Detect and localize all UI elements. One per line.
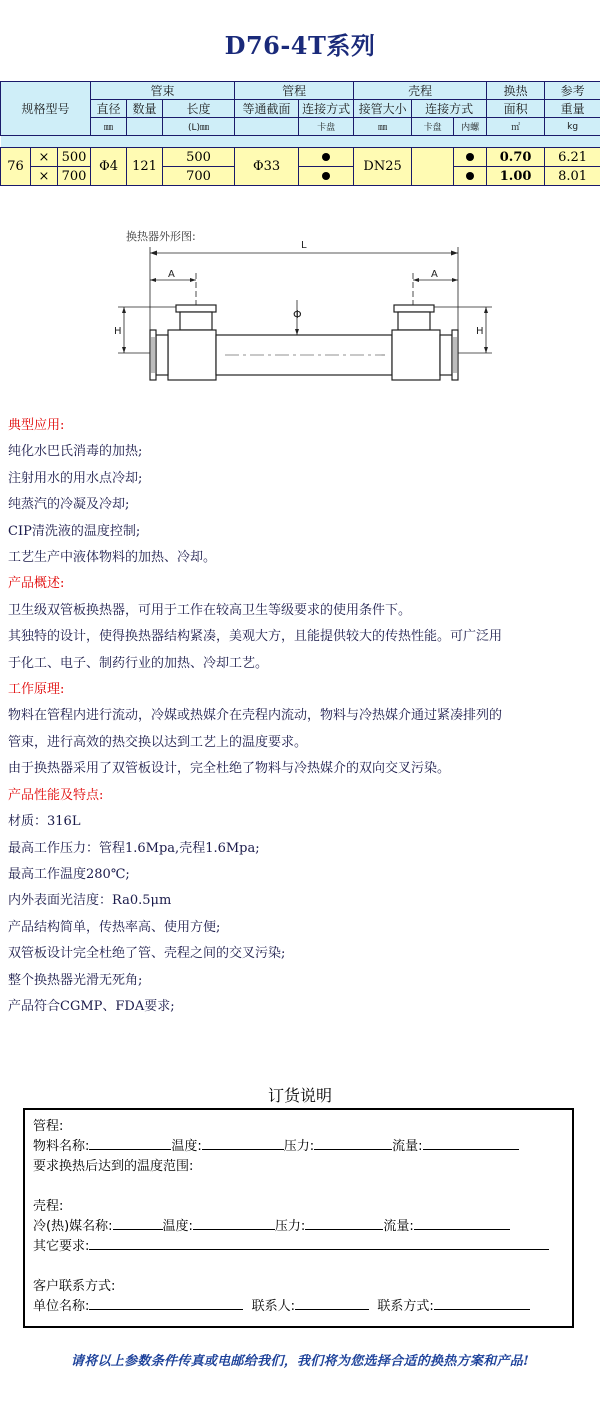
feature-item: 产品结构简单，传热率高、使用方便;	[8, 919, 221, 935]
heading-applications: 典型应用:	[8, 418, 65, 433]
label-H-right: H	[476, 326, 484, 337]
application-item: 注射用水的用水点冷却;	[8, 470, 143, 486]
feature-item: 产品符合CGMP、FDA要求;	[8, 998, 175, 1014]
temperature-label: 温度:	[162, 1219, 193, 1234]
unit-area: ㎡	[487, 118, 545, 136]
heading-principle: 工作原理:	[8, 682, 65, 698]
unit-clamp: 卡盘	[299, 118, 354, 136]
contact-person-label: 联系人:	[251, 1299, 296, 1314]
header-shell-side: 壳程	[354, 82, 487, 100]
unit-pipe: ㎜	[354, 118, 412, 136]
feature-item: 最高工作温度280℃;	[8, 866, 130, 882]
label-H-left: H	[114, 326, 122, 337]
unit-diameter: ㎜	[91, 118, 127, 136]
product-description	[8, 413, 596, 1020]
unit-thread: 内螺	[454, 118, 487, 136]
feature-item: 整个换热器光滑无死角;	[8, 972, 143, 988]
cell-clamp-dot	[299, 148, 354, 167]
other-requirements-field[interactable]	[89, 1238, 549, 1250]
cell-x: ×	[31, 148, 58, 167]
heading-overview: 产品概述:	[8, 576, 65, 592]
cell-area: 0.70	[487, 148, 545, 167]
application-item: 纯蒸汽的冷凝及冷却;	[8, 497, 130, 513]
footer-note: 请将以上参数条件传真或电邮给我们，我们将为您选择合适的换热方案和产品!	[70, 1354, 530, 1369]
header-diameter: 直径	[91, 100, 127, 118]
cell-clamp-dot	[299, 167, 354, 186]
flow-field[interactable]	[423, 1138, 519, 1150]
heading-features: 产品性能及特点:	[8, 787, 104, 803]
label-A-right: A	[431, 269, 438, 280]
material-name-label: 物料名称:	[33, 1139, 90, 1154]
filled-dot-icon	[322, 172, 330, 180]
header-quantity: 数量	[127, 100, 163, 118]
filled-dot-icon	[466, 153, 474, 161]
filled-dot-icon	[322, 153, 330, 161]
table-row	[1, 148, 600, 167]
label-L: L	[301, 240, 307, 251]
unit-clamp-shell: 卡盘	[412, 118, 454, 136]
feature-item: 双管板设计完全杜绝了管、壳程之间的交叉污染;	[8, 946, 286, 962]
diagram-caption: 换热器外形图:	[126, 230, 196, 243]
cell-flow-area: Φ33	[235, 148, 299, 186]
unit-length: (L)㎜	[163, 118, 235, 136]
label-phi: Φ	[293, 308, 302, 321]
contact-method-field[interactable]	[434, 1298, 530, 1310]
overview-line: 其独特的设计，使得换热器结构紧凑，美观大方，且能提供较大的传热性能。可广泛用	[8, 629, 503, 645]
application-item: CIP清洗液的温度控制;	[8, 523, 141, 539]
principle-line: 物料在管程内进行流动，冷媒或热媒介在壳程内流动，物料与冷热媒介通过紧凑排列的	[8, 708, 503, 724]
contact-method-label: 联系方式:	[377, 1299, 434, 1314]
other-requirements-row	[33, 1235, 549, 1254]
company-field[interactable]	[89, 1298, 243, 1310]
order-form	[23, 1108, 574, 1328]
table-row	[1, 167, 600, 186]
tube-side-row	[33, 1135, 519, 1154]
temperature-field[interactable]	[202, 1138, 284, 1150]
other-requirements-label: 其它要求:	[33, 1239, 90, 1254]
header-connection: 连接方式	[299, 100, 354, 118]
header-flow-area: 等通截面	[235, 100, 299, 118]
contact-person-field[interactable]	[295, 1298, 369, 1310]
cell-x: ×	[31, 167, 58, 186]
overview-line: 卫生级双管板换热器，可用于工作在较高卫生等级要求的使用条件下。	[8, 602, 412, 618]
cell-diameter: Φ4	[91, 148, 127, 186]
application-item: 工艺生产中液体物料的加热、冷却。	[8, 550, 217, 566]
unit-weight: kg	[545, 118, 600, 136]
filled-dot-icon	[466, 172, 474, 180]
flow-label: 流量:	[383, 1219, 414, 1234]
header-weight: 重量	[545, 100, 600, 118]
header-connection-shell: 连接方式	[412, 100, 487, 118]
header-pipe-size: 接管大小	[354, 100, 412, 118]
pressure-field[interactable]	[314, 1138, 392, 1150]
application-item: 纯化水巴氏消毒的加热;	[8, 444, 143, 460]
cell-length: 500	[163, 148, 235, 167]
cell-weight: 6.21	[545, 148, 600, 167]
pressure-field[interactable]	[305, 1218, 383, 1230]
label-A-left: A	[168, 269, 175, 280]
flow-label: 流量:	[392, 1139, 423, 1154]
header-reference: 参考	[545, 82, 600, 100]
pressure-label: 压力:	[283, 1139, 315, 1154]
principle-line: 由于换热器采用了双管板设计，完全杜绝了物料与冷热媒介的双向交叉污染。	[8, 761, 451, 777]
shell-side-row	[33, 1215, 510, 1234]
cell-area: 1.00	[487, 167, 545, 186]
cell-len-code: 500	[58, 148, 91, 167]
temperature-field[interactable]	[193, 1218, 275, 1230]
cell-thread-dot	[454, 167, 487, 186]
material-name-field[interactable]	[89, 1138, 171, 1150]
header-tube-bundle: 管束	[91, 82, 235, 100]
page-title: D76-4T系列	[224, 31, 376, 60]
header-tube-side: 管程	[235, 82, 354, 100]
overview-line: 于化工、电子、制药行业的加热、冷却工艺。	[8, 655, 269, 671]
cell-model: 76	[1, 148, 31, 186]
cell-pipe: DN25	[354, 148, 412, 186]
header-area: 面积	[487, 100, 545, 118]
flow-field[interactable]	[414, 1218, 510, 1230]
contact-label: 客户联系方式:	[33, 1279, 116, 1294]
cell-thread-dot	[454, 148, 487, 167]
header-heat-exchange: 换热	[487, 82, 545, 100]
order-title: 订货说明	[267, 1086, 332, 1105]
required-range-label: 要求换热后达到的温度范围:	[33, 1159, 194, 1174]
pressure-label: 压力:	[274, 1219, 306, 1234]
heat-exchanger-diagram	[100, 225, 510, 395]
spec-table	[0, 81, 600, 186]
cell-weight: 8.01	[545, 167, 600, 186]
cell-len-code: 700	[58, 167, 91, 186]
feature-item: 材质：316L	[8, 814, 81, 830]
feature-item: 最高工作压力：管程1.6Mpa,壳程1.6Mpa;	[8, 840, 260, 856]
contact-row	[33, 1295, 530, 1314]
cell-qty: 121	[127, 148, 163, 186]
header-length: 长度	[163, 100, 235, 118]
principle-line: 管束，进行高效的热交换以达到工艺上的温度要求。	[8, 734, 308, 750]
tube-side-label: 管程:	[33, 1119, 64, 1134]
temperature-label: 温度:	[171, 1139, 202, 1154]
company-label: 单位名称:	[33, 1299, 90, 1314]
medium-name-label: 冷(热)媒名称:	[33, 1219, 113, 1234]
header-model: 规格型号	[1, 82, 91, 136]
medium-name-field[interactable]	[113, 1218, 163, 1230]
feature-item: 内外表面光洁度：Ra0.5μm	[8, 893, 172, 909]
shell-side-label: 壳程:	[33, 1199, 64, 1214]
cell-length: 700	[163, 167, 235, 186]
